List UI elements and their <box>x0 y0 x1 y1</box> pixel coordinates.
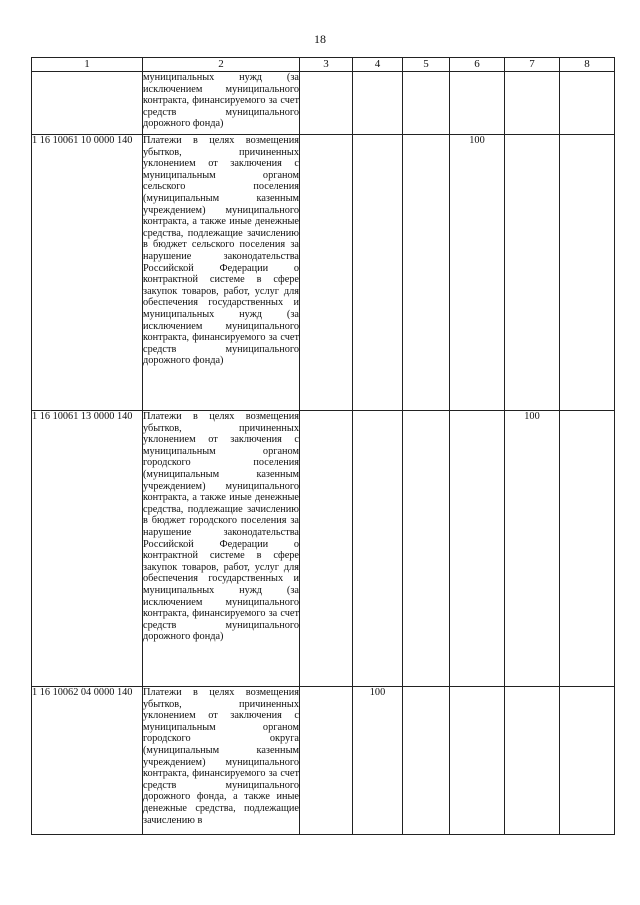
budget-code-table <box>31 57 615 835</box>
budget-code <box>32 72 143 135</box>
column-header: 3 <box>300 58 353 72</box>
header-row <box>32 58 615 72</box>
value-cell: 100 <box>505 411 560 687</box>
value-cell <box>403 72 450 135</box>
value-cell <box>505 72 560 135</box>
value-cell <box>353 72 403 135</box>
payment-description: Платежи в целях возмещения убытков, причиненных уклонением от заключения с муниципальным органом городского округа (муниципальным казенным учреждением) муниципального контракта, финансируемого за счет средств муниципального дорожного фонда, а также иные денежные средства, подлежащие зачислению в <box>143 687 300 835</box>
payment-description: муниципальных нужд (за исключением муниципального контракта, финансируемого за счет средств муниципального дорожного фонда) <box>143 72 300 135</box>
value-cell <box>403 411 450 687</box>
payment-description: Платежи в целях возмещения убытков, причиненных уклонением от заключения с муниципальным органом городского поселения (муниципальным казенным учреждением) муниципального контракта, а также иные денежные средства, подлежащие зачислению в бюджет городского поселения за нарушение законодательства Российской Федерации о контрактной системе в сфере закупок товаров, работ, услуг для обеспечения государственных и муниципальных нужд (за исключением муниципального контракта, финансируемого за счет средств муниципального дорожного фонда) <box>143 411 300 687</box>
value-cell <box>403 135 450 411</box>
column-header: 5 <box>403 58 450 72</box>
value-cell <box>560 687 615 835</box>
value-cell <box>450 411 505 687</box>
value-cell <box>505 687 560 835</box>
value-cell <box>300 135 353 411</box>
page-number: 18 <box>314 32 326 46</box>
budget-code: 1 16 10061 10 0000 140 <box>32 135 143 411</box>
column-header: 8 <box>560 58 615 72</box>
column-header: 2 <box>143 58 300 72</box>
value-cell <box>505 135 560 411</box>
budget-code: 1 16 10062 04 0000 140 <box>32 687 143 835</box>
value-cell: 100 <box>450 135 505 411</box>
budget-code: 1 16 10061 13 0000 140 <box>32 411 143 687</box>
value-cell <box>300 411 353 687</box>
column-header: 6 <box>450 58 505 72</box>
table-row <box>32 411 615 687</box>
value-cell <box>353 411 403 687</box>
table-row <box>32 72 615 135</box>
value-cell <box>450 687 505 835</box>
value-cell <box>450 72 505 135</box>
value-cell <box>353 135 403 411</box>
value-cell <box>403 687 450 835</box>
value-cell <box>560 72 615 135</box>
payment-description: Платежи в целях возмещения убытков, причиненных уклонением от заключения с муниципальным органом сельского поселения (муниципальным казенным учреждением) муниципального контракта, а также иные денежные средства, подлежащие зачислению в бюджет сельского поселения за нарушение законодательства Российской Федерации о контрактной системе в сфере закупок товаров, работ, услуг для обеспечения государственных и муниципальных нужд (за исключением муниципального контракта, финансируемого за счет средств муниципального дорожного фонда) <box>143 135 300 411</box>
column-header: 7 <box>505 58 560 72</box>
value-cell <box>300 687 353 835</box>
column-header: 1 <box>32 58 143 72</box>
value-cell <box>560 411 615 687</box>
value-cell <box>300 72 353 135</box>
table-row <box>32 687 615 835</box>
value-cell <box>560 135 615 411</box>
column-header: 4 <box>353 58 403 72</box>
value-cell: 100 <box>353 687 403 835</box>
table-row <box>32 135 615 411</box>
